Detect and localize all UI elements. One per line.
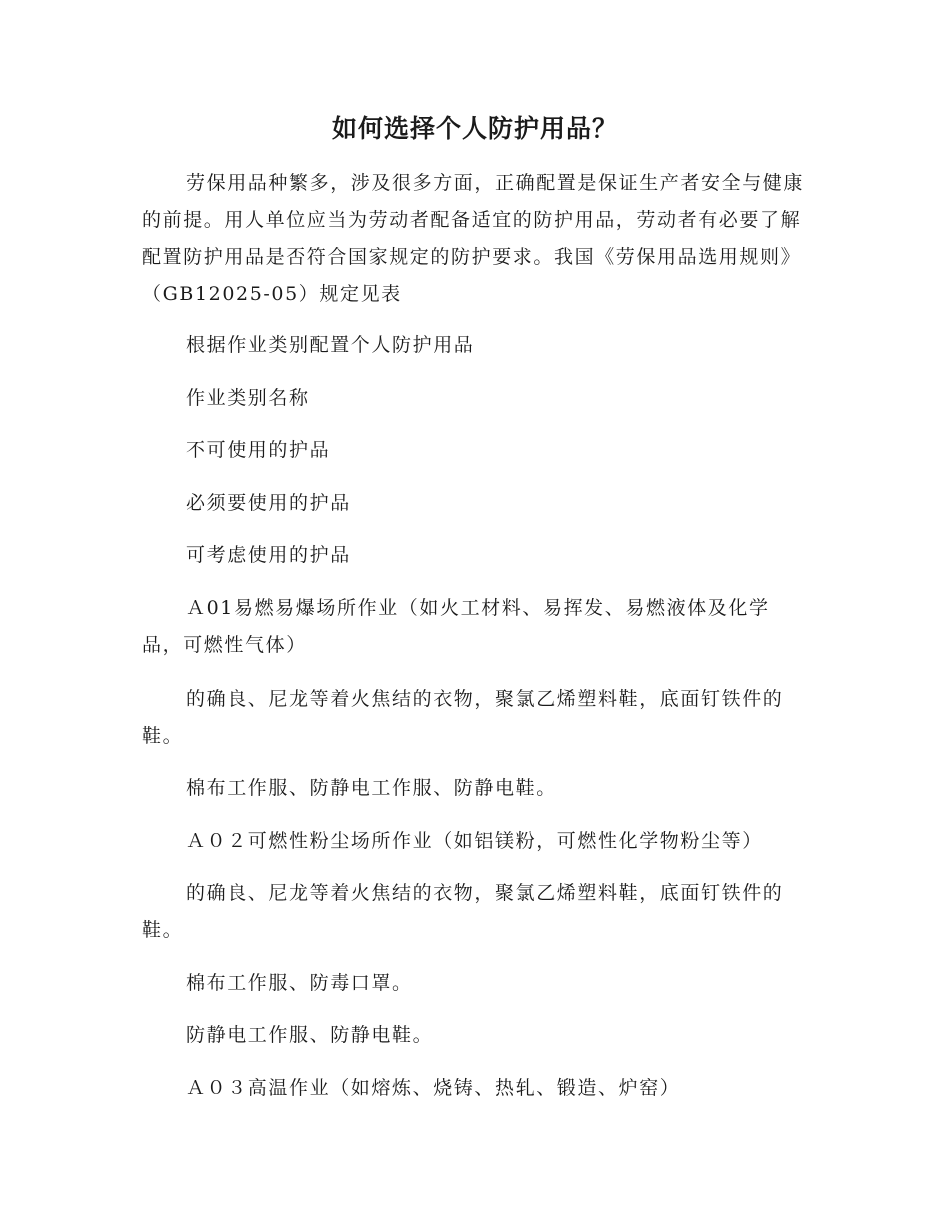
paragraph-a02-optional: 防静电工作服、防静电鞋。 — [186, 1024, 434, 1046]
paragraph-a02-forbidden: 的确良、尼龙等着火焦结的衣物，聚氯乙烯塑料鞋，底面钉铁件的鞋。 — [142, 882, 784, 941]
paragraph-column-optional: 可考虑使用的护品 — [186, 544, 351, 566]
document-title: 如何选择个人防护用品？ — [331, 114, 618, 143]
paragraph-a01-category: Ａ01易燃易爆场所作业（如火工材料、易挥发、易燃液体及化学品，可燃性气体） — [142, 597, 770, 656]
paragraph-table-heading: 根据作业类别配置个人防护用品 — [186, 334, 475, 356]
paragraph-a03-category: Ａ０３高温作业（如熔炼、烧铸、热轧、锻造、炉窑） — [186, 1077, 681, 1099]
paragraph-a01-forbidden: 的确良、尼龙等着火焦结的衣物，聚氯乙烯塑料鞋，底面钉铁件的鞋。 — [142, 688, 784, 747]
paragraph-column-forbidden: 不可使用的护品 — [186, 439, 331, 461]
paragraph-a02-category: Ａ０２可燃性粉尘场所作业（如铝镁粉，可燃性化学物粉尘等） — [186, 830, 763, 852]
paragraph-column-category: 作业类别名称 — [186, 387, 310, 409]
paragraph-a01-required: 棉布工作服、防静电工作服、防静电鞋。 — [186, 777, 557, 799]
intro-paragraph: 劳保用品种繁多，涉及很多方面，正确配置是保证生产者安全与健康的前提。用人单位应当为劳动者配备适宜的防护用品，劳动者有必要了解配置防护用品是否符合国家规定的防护要求。我国《劳保用品选用规则》（GB12025-05）规定见表 — [142, 172, 805, 305]
paragraph-a02-required: 棉布工作服、防毒口罩。 — [186, 972, 413, 994]
paragraph-column-required: 必须要使用的护品 — [186, 492, 351, 514]
